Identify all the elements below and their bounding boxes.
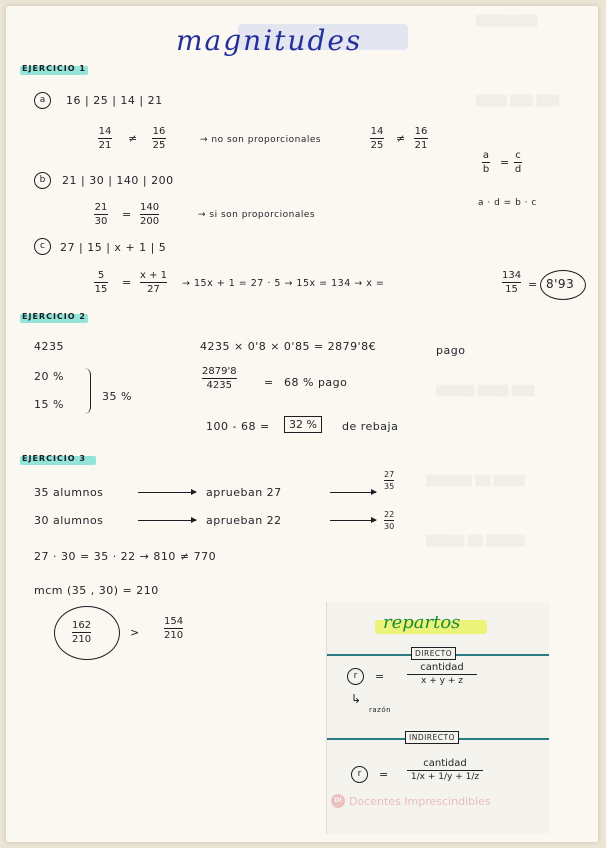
equals-sign: = — [122, 208, 132, 221]
cross-multiplication: 27 · 30 = 35 · 22 → 810 ≠ 770 — [34, 550, 217, 563]
denominator: b — [482, 164, 490, 175]
rebaja-calculation: 100 - 68 = — [206, 420, 270, 433]
exercise-3-label: EJERCICIO 3 — [22, 454, 86, 463]
denominator: 4235 — [206, 380, 232, 391]
fraction — [164, 616, 183, 641]
numerator: 14 — [98, 126, 112, 137]
equals-sign: = — [122, 276, 132, 289]
fraction — [370, 126, 384, 151]
fraction — [94, 202, 108, 227]
numerator: 27 — [384, 470, 395, 479]
pago-word: pago — [436, 344, 466, 357]
denominator: 25 — [152, 140, 166, 151]
fraction — [384, 510, 394, 531]
numerator: 16 — [152, 126, 166, 137]
total-discount: 35 % — [102, 390, 132, 403]
denominator: 30 — [94, 216, 108, 227]
part-c-steps: → 15x + 1 = 27 · 5 → 15x = 134 → x = — [182, 278, 385, 289]
neq-sign: ≠ — [396, 132, 406, 145]
denominator: 35 — [384, 482, 395, 491]
part-a-list: 16 | 25 | 14 | 21 — [66, 94, 163, 107]
page-title: magnitudes — [176, 24, 363, 57]
row1-pass: aprueban 27 — [206, 486, 282, 499]
numerator: 162 — [72, 620, 92, 631]
equals-sign: = — [264, 376, 274, 389]
fraction — [94, 270, 108, 295]
rule-fraction-ab — [482, 150, 490, 175]
rule-fraction-cd — [514, 150, 522, 175]
discount-calculation: 4235 × 0'8 × 0'85 = 2879'8€ — [200, 340, 377, 353]
discount-20: 20 % — [34, 370, 64, 383]
directo-formula — [407, 662, 477, 686]
r-symbol: r — [347, 668, 364, 685]
numerator: cantidad — [420, 662, 464, 673]
razon-label: razón — [369, 706, 392, 714]
lcm-calculation: mcm (35 , 30) = 210 — [34, 584, 159, 597]
numerator: 140 — [140, 202, 160, 213]
numerator: 154 — [164, 616, 184, 627]
numerator: 14 — [370, 126, 384, 137]
denominator: 21 — [414, 140, 428, 151]
denominator: 15 — [94, 284, 108, 295]
numerator: 2879'8 — [202, 366, 237, 377]
arrow — [138, 492, 196, 493]
numerator: 16 — [414, 126, 428, 137]
notebook-page — [6, 6, 598, 842]
numerator: x + 1 — [140, 270, 168, 281]
rebaja-result-box: 32 % — [284, 416, 322, 433]
part-c-list: 27 | 15 | x + 1 | 5 — [60, 241, 167, 254]
indirecto-tag: INDIRECTO — [405, 731, 459, 744]
arrow — [330, 520, 376, 521]
neq-sign: ≠ — [128, 132, 138, 145]
bleed-through-text: ▒▒▒▒▒ ▒▒▒▒ ▒▒▒ — [436, 386, 535, 397]
denominator: d — [514, 164, 522, 175]
fraction — [202, 366, 237, 391]
numerator: a — [482, 150, 490, 161]
numerator: 134 — [502, 270, 522, 281]
numerator: cantidad — [423, 758, 467, 769]
bleed-through-text: ▒▒▒▒ ▒▒▒ ▒▒▒ — [476, 96, 560, 107]
r-symbol: r — [351, 766, 368, 783]
part-b-marker: b — [34, 172, 51, 189]
row2-students: 30 alumnos — [34, 514, 104, 527]
denominator: 15 — [505, 284, 518, 295]
part-a-marker: a — [34, 92, 51, 109]
arrow — [330, 492, 376, 493]
denominator: 210 — [72, 634, 92, 645]
denominator: 30 — [384, 522, 395, 531]
greater-than-sign: > — [130, 626, 140, 639]
rebaja-word: de rebaja — [342, 420, 399, 433]
equals-sign: = — [375, 670, 385, 683]
fraction — [502, 270, 521, 295]
brace — [84, 368, 91, 414]
part-b-list: 21 | 30 | 140 | 200 — [62, 174, 174, 187]
razon-arrow: ↳ — [351, 692, 362, 706]
discount-15: 15 % — [34, 398, 64, 411]
numerator: 21 — [94, 202, 108, 213]
equals-sign: = — [528, 278, 538, 291]
repartos-card — [326, 602, 549, 834]
fraction — [414, 126, 428, 151]
part-c-marker: c — [34, 238, 51, 255]
denominator: x + y + z — [421, 676, 463, 686]
equals-sign: = — [379, 768, 389, 781]
exercise-2-label: EJERCICIO 2 — [22, 312, 86, 321]
watermark-logo: DI — [331, 794, 345, 808]
arrow — [138, 520, 196, 521]
denominator: 21 — [98, 140, 112, 151]
numerator: c — [515, 150, 521, 161]
fraction — [384, 470, 394, 491]
pay-percentage: 68 % pago — [284, 376, 348, 389]
fraction — [98, 126, 112, 151]
fraction — [72, 620, 91, 645]
bleed-through-text: ▒▒▒▒▒▒ ▒▒ ▒▒▒▒ — [426, 476, 525, 487]
indirecto-formula — [407, 758, 483, 782]
directo-tag: DIRECTO — [411, 647, 456, 660]
repartos-title: repartos — [383, 612, 461, 633]
part-b-result: → si son proporcionales — [198, 210, 316, 220]
row2-pass: aprueban 22 — [206, 514, 282, 527]
equals-sign: = — [500, 156, 510, 169]
fraction — [152, 126, 166, 151]
watermark-text: Docentes Imprescindibles — [349, 794, 491, 808]
fraction — [140, 202, 159, 227]
bleed-through-text: ▒▒▒▒▒▒▒▒ — [476, 16, 538, 27]
watermark — [331, 794, 491, 808]
denominator: 25 — [370, 140, 384, 151]
numerator: 22 — [384, 510, 395, 519]
denominator: 27 — [147, 284, 160, 295]
denominator: 1/x + 1/y + 1/z — [410, 772, 480, 782]
cross-product-rule: a · d = b · c — [478, 198, 537, 208]
denominator: 210 — [164, 630, 184, 641]
part-c-answer: 8'93 — [546, 277, 575, 291]
row1-students: 35 alumnos — [34, 486, 104, 499]
original-price: 4235 — [34, 340, 64, 353]
numerator: 5 — [97, 270, 105, 281]
fraction — [140, 270, 167, 295]
bleed-through-text: ▒▒▒▒▒ ▒▒ ▒▒▒▒▒ — [426, 536, 525, 547]
denominator: 200 — [140, 216, 160, 227]
part-a-result: → no son proporcionales — [200, 135, 322, 145]
exercise-1-label: EJERCICIO 1 — [22, 64, 86, 73]
